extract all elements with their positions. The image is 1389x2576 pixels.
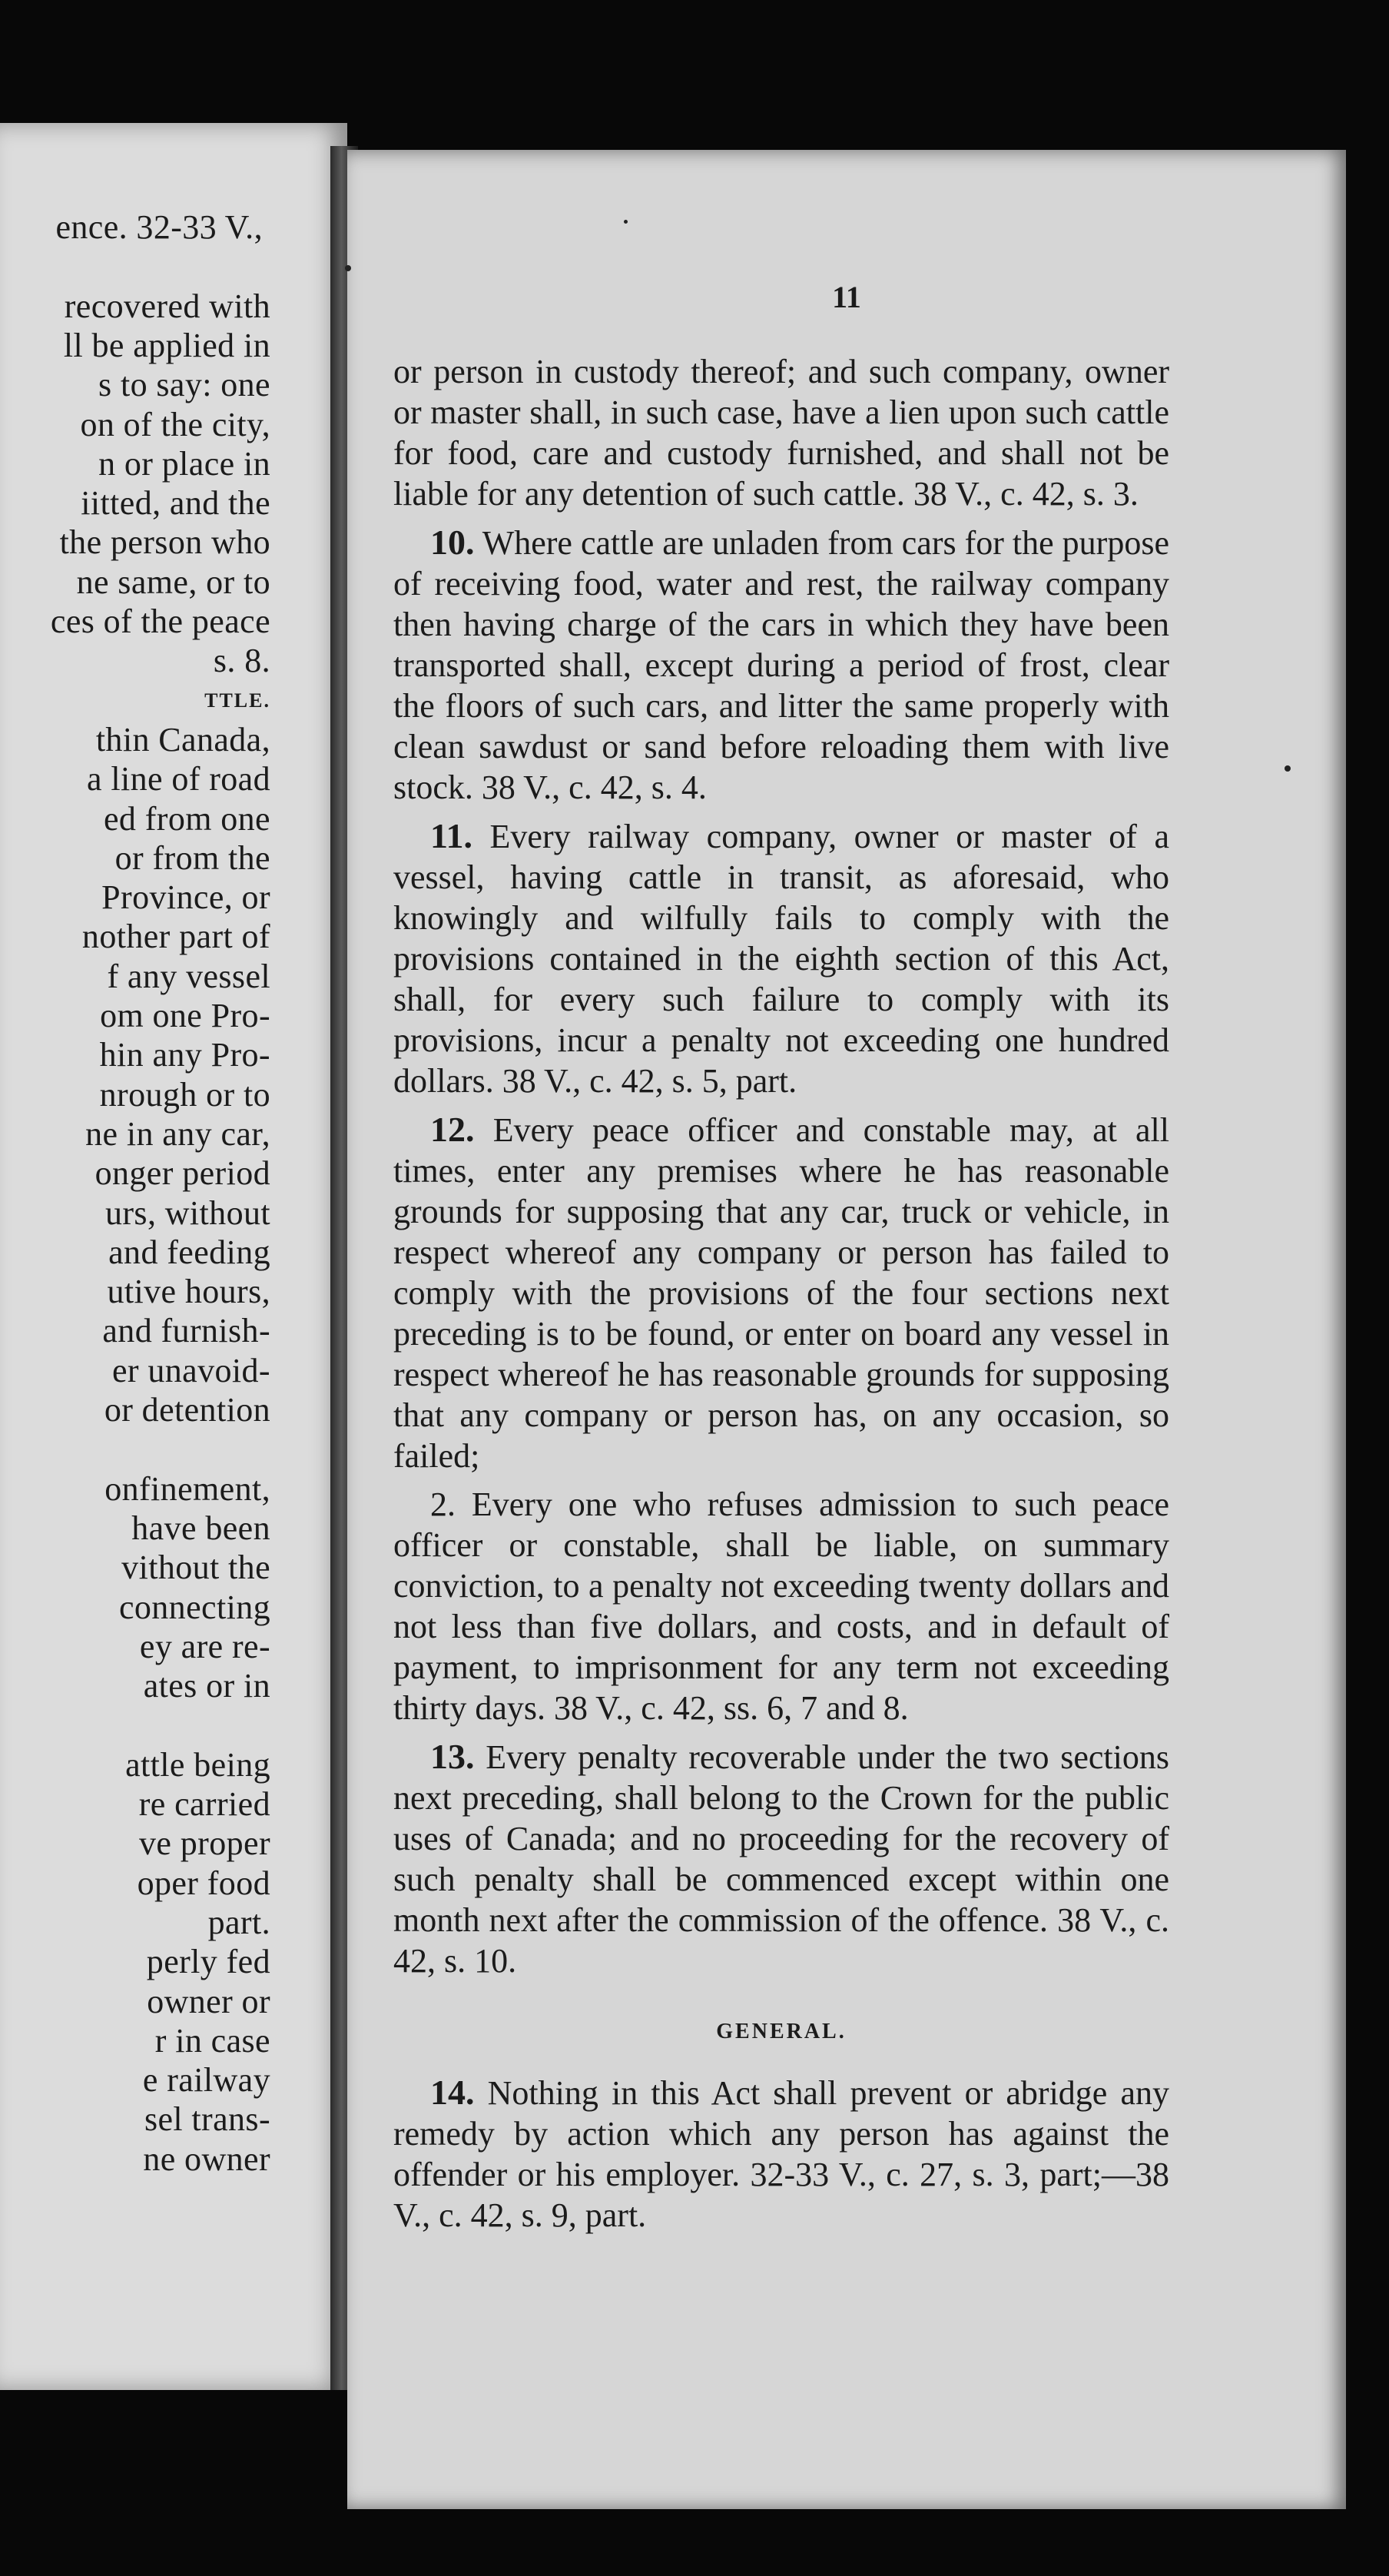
left-page-line: urs, without bbox=[104, 1193, 270, 1232]
left-page-line: ne owner bbox=[143, 2139, 270, 2178]
left-page-line: f any vessel bbox=[107, 957, 270, 995]
left-page-line: ed from one bbox=[104, 799, 270, 838]
left-page-line: sel trans- bbox=[144, 2100, 270, 2139]
left-page-line: recovered with bbox=[64, 287, 270, 325]
section-text: Every railway company, owner or master of a vessel, having cattle in transit, as aforesaid, who knowingly and wilfully fails to comply with the provisions contained in the eighth section of this Act, shall, for every such failure to comply with its provisions, incur a penalty not exceeding one hundred dollars. 38 V., c. 42, s. 5, part. bbox=[393, 818, 1170, 1100]
section-number: 13. bbox=[430, 1737, 475, 1776]
continuation-paragraph: or person in custody thereof; and such company, owner or master shall, in such case, have a lien upon such cattle for food, care and custody furnished, and shall not be liable for any detention of such cattle. 38 V., c. 42, s. 3. bbox=[393, 353, 1169, 513]
scan-speck bbox=[1285, 765, 1291, 772]
left-page-line: and furnish- bbox=[102, 1312, 270, 1350]
scan-speck bbox=[624, 220, 628, 224]
subsection-number: 2. bbox=[430, 1486, 456, 1523]
left-page-line: utive hours, bbox=[107, 1273, 270, 1311]
scan-speck bbox=[345, 265, 351, 271]
left-page-line: er unavoid- bbox=[112, 1351, 270, 1389]
left-page-line: ces of the peace bbox=[50, 603, 270, 640]
left-page-line: e railway bbox=[142, 2061, 270, 2100]
section-10 bbox=[393, 522, 1169, 808]
left-page-line: hin any Pro- bbox=[99, 1036, 270, 1074]
left-page-line: attle being bbox=[125, 1745, 270, 1784]
left-page-line: om one Pro- bbox=[100, 997, 270, 1034]
left-page-line: the person who bbox=[59, 523, 270, 562]
left-page-line: oper food bbox=[137, 1864, 270, 1902]
left-page-line: s to say: one bbox=[98, 366, 270, 404]
right-page bbox=[347, 150, 1346, 2509]
left-page-line: onger period bbox=[94, 1154, 270, 1193]
section-13 bbox=[393, 1736, 1169, 1981]
section-text: Every penalty recoverable under the two sections next preceding, shall belong to the Crown for the public uses of Canada; and no proceeding for the recovery of such penalty shall be commenced except within one month next after the commission of the offence. 38 V., c. 42, s. 10. bbox=[393, 1738, 1170, 1980]
left-page-line: have been bbox=[131, 1509, 270, 1547]
section-14 bbox=[393, 2072, 1169, 2236]
section-text: Nothing in this Act shall prevent or abridge any remedy by action which any person has against the offender or his employer. 32-33 V., c. 27, s. 3, part;—38 V., c. 42, s. 9, part. bbox=[393, 2074, 1170, 2234]
section-12 bbox=[393, 1109, 1169, 1476]
left-page-line: on of the city, bbox=[80, 405, 270, 443]
left-page-line: Province, or bbox=[101, 878, 270, 917]
section-number: 12. bbox=[430, 1110, 475, 1149]
left-page-line: or detention bbox=[104, 1391, 270, 1429]
section-text: Where cattle are unladen from cars for the purpose of receiving food, water and rest, the railway company then having charge of the cars in which they have been transported shall, except during a period of frost, clear the floors of such cars, and litter the same properly with clean sawdust or sand before reloading them with live stock. 38 V., c. 42, s. 4. bbox=[393, 524, 1169, 806]
left-page-line: ates or in bbox=[143, 1667, 270, 1705]
left-page-line: s. 8. bbox=[213, 642, 270, 680]
left-page-line: perly fed bbox=[146, 1943, 270, 1981]
left-page-line: nrough or to bbox=[99, 1075, 270, 1114]
left-page-line: ne in any car, bbox=[85, 1114, 270, 1153]
left-page-line: n or place in bbox=[98, 444, 270, 483]
left-page-line: and feeding bbox=[108, 1233, 270, 1271]
page-number: 11 bbox=[832, 280, 861, 314]
section-number: 11. bbox=[430, 816, 472, 855]
section-12-subsection-2 bbox=[393, 1484, 1169, 1728]
left-page-line: ence. 32-33 V., bbox=[55, 208, 263, 246]
left-page-line: thin Canada, bbox=[95, 720, 270, 759]
section-number: 14. bbox=[430, 2073, 475, 2112]
left-page-line: vithout the bbox=[121, 1549, 270, 1587]
left-page-line: owner or bbox=[147, 1982, 270, 2020]
left-page-line: TTLE. bbox=[204, 689, 270, 712]
left-facing-page bbox=[0, 123, 347, 2390]
left-page-line: re carried bbox=[138, 1785, 270, 1823]
left-page-line: ll be applied in bbox=[63, 326, 270, 364]
left-page-line: a line of road bbox=[87, 760, 270, 798]
section-text: Every one who refuses admission to such peace officer or constable, shall be liable, on summary conviction, to a penalty not exceeding twenty dollars and not less than five dollars, and costs, and in default of payment, to imprisonment for any term not exceeding thirty days. 38 V., c. 42, ss. 6, 7 and 8. bbox=[393, 1486, 1169, 1727]
section-number: 10. bbox=[430, 523, 475, 562]
section-11 bbox=[393, 815, 1169, 1101]
page-text bbox=[393, 351, 1169, 2243]
left-page-line: ve proper bbox=[139, 1824, 270, 1863]
left-page-line: r in case bbox=[154, 2021, 270, 2060]
left-page-line: ne same, or to bbox=[76, 563, 270, 601]
general-heading: GENERAL. bbox=[716, 2020, 847, 2043]
left-page-line: or from the bbox=[114, 838, 270, 877]
left-page-line: connecting bbox=[118, 1588, 270, 1626]
left-page-line: part. bbox=[207, 1903, 270, 1941]
left-page-line: iitted, and the bbox=[81, 484, 270, 523]
section-text: Every peace officer and constable may, at all times, enter any premises where he has reasonable grounds for supposing that any car, truck or vehicle, in respect whereof any company or person has failed to comply with the provisions of the four sections next preceding is to be found, or enter on board any vessel in respect whereof he has reasonable grounds for supposing that any company or person has, on any occasion, so failed; bbox=[393, 1111, 1169, 1475]
left-page-line: ey are re- bbox=[139, 1627, 270, 1665]
left-page-line: nother part of bbox=[81, 918, 270, 956]
left-page-line: onfinement, bbox=[104, 1469, 270, 1508]
